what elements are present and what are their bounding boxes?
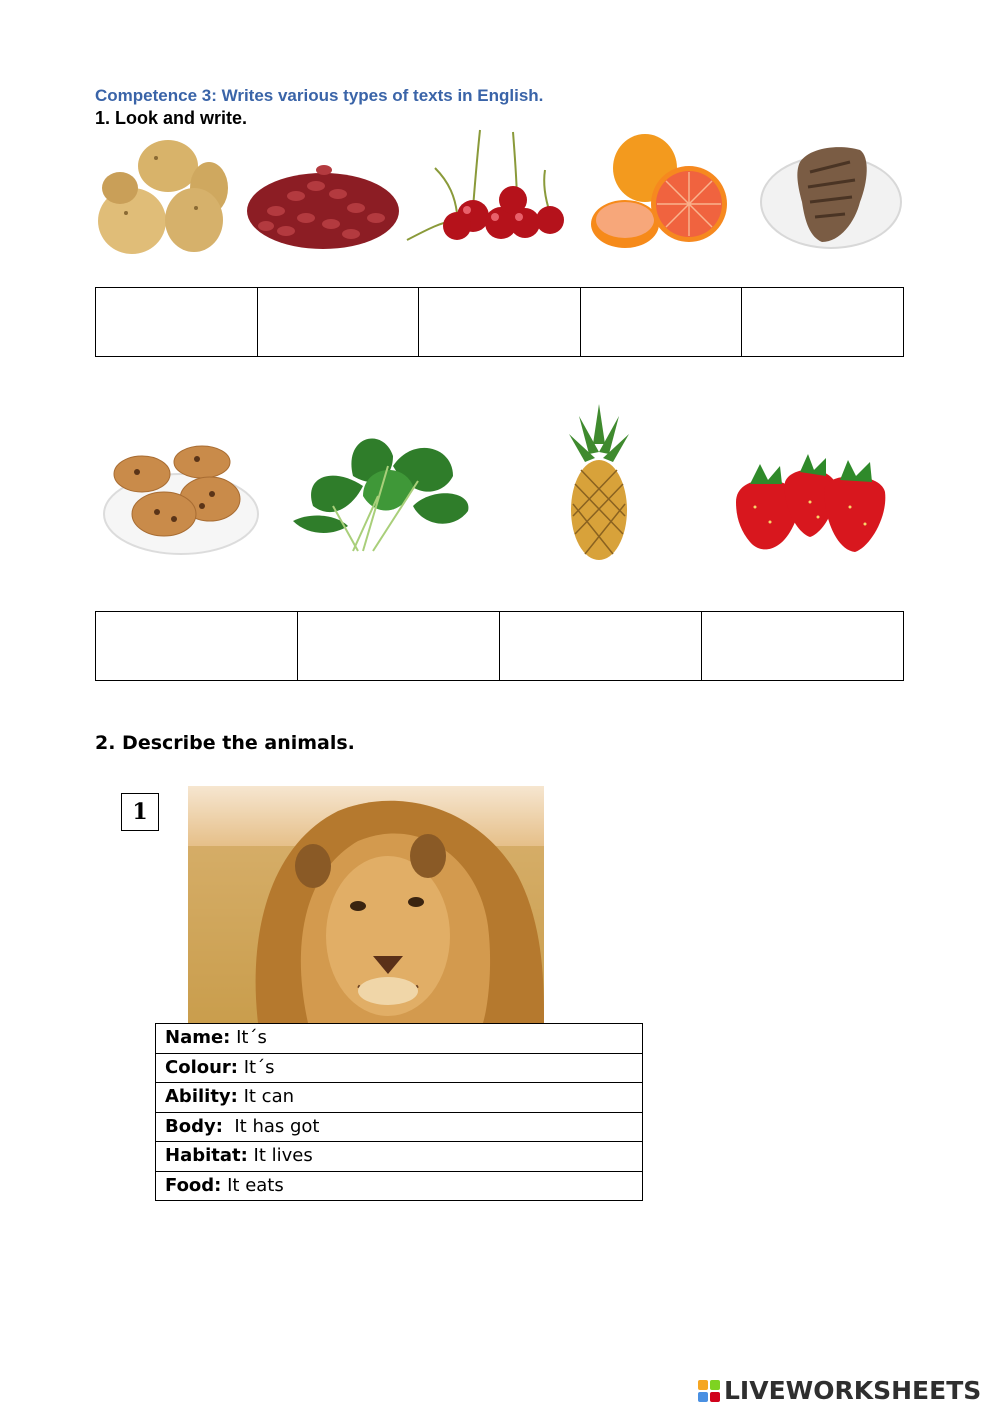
answer-box[interactable]: [500, 612, 702, 681]
answer-box[interactable]: [702, 612, 904, 681]
answer-box[interactable]: [298, 612, 500, 681]
cookies-image: [102, 444, 260, 558]
spinach-image: [293, 426, 473, 554]
strawberries-image: [730, 452, 890, 558]
description-row-body[interactable]: Body: It has got: [156, 1112, 643, 1142]
steak-image: [760, 142, 902, 250]
answer-table-row2: [95, 611, 904, 681]
logo-icon: [698, 1380, 720, 1402]
answer-box[interactable]: [96, 288, 258, 357]
liveworksheets-logo: [698, 1376, 981, 1405]
logo-text: LIVEWORKSHEETS: [724, 1376, 982, 1405]
competence-heading: Competence 3: Writes various types of texts in English.: [95, 86, 544, 105]
answer-box[interactable]: [419, 288, 581, 357]
answer-table-row1: [95, 287, 904, 357]
answer-box[interactable]: [96, 612, 298, 681]
grapefruit-image: [589, 132, 729, 250]
answer-box[interactable]: [580, 288, 742, 357]
description-row-colour[interactable]: Colour: It´s: [156, 1053, 643, 1083]
pineapple-image: [567, 404, 631, 562]
answer-box[interactable]: [742, 288, 904, 357]
answer-box[interactable]: [257, 288, 419, 357]
potatoes-image: [96, 138, 230, 258]
animal-number-box: 1: [121, 793, 159, 831]
cherries-image: [405, 128, 565, 246]
description-row-name[interactable]: Name: It´s: [156, 1024, 643, 1054]
lion-image: [188, 786, 544, 1023]
description-row-habitat[interactable]: Habitat: It lives: [156, 1142, 643, 1172]
description-row-ability[interactable]: Ability: It can: [156, 1083, 643, 1113]
task2-title: 2. Describe the animals.: [95, 732, 355, 754]
description-row-food[interactable]: Food: It eats: [156, 1171, 643, 1201]
task1-title: 1. Look and write.: [95, 108, 248, 128]
animal-description-table: [155, 1023, 643, 1201]
beans-image: [246, 156, 400, 252]
